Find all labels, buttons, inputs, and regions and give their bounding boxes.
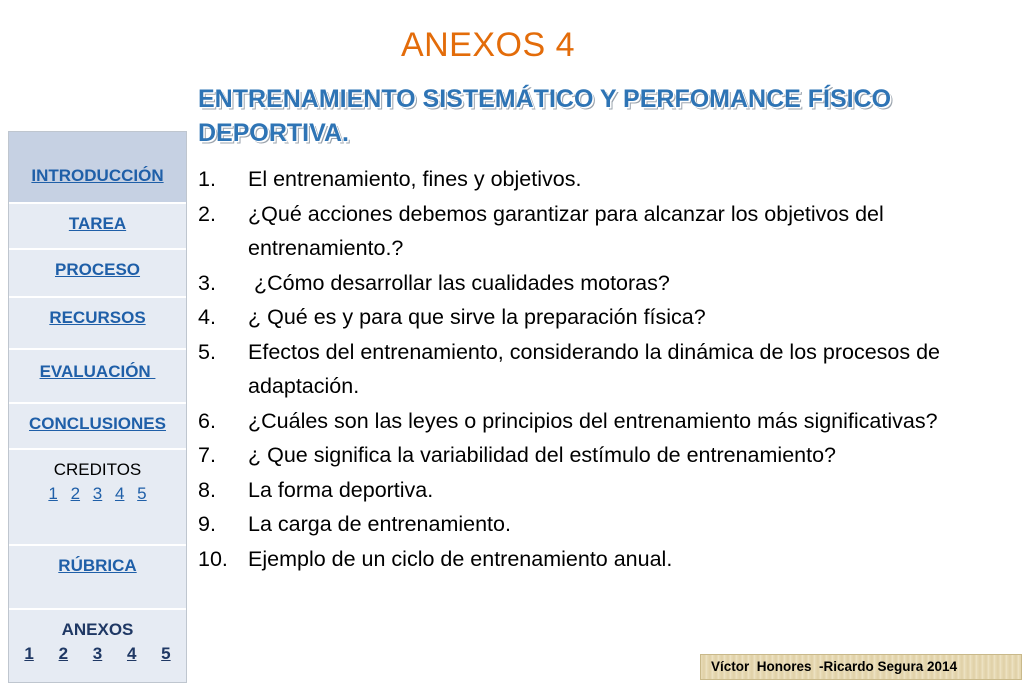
slide-title: ANEXOS 4	[400, 26, 576, 64]
list-item-number: 8.	[198, 477, 216, 502]
creditos-links	[44, 484, 150, 503]
nav-link-introduccion[interactable]: INTRODUCCIÓN	[31, 166, 164, 185]
list-item-number: 3.	[198, 270, 216, 295]
nav-link-recursos[interactable]: RECURSOS	[49, 308, 146, 327]
nav-link-evaluacion[interactable]: EVALUACIÓN	[39, 362, 156, 381]
anexos-link-3[interactable]: 3	[92, 644, 103, 663]
list-item	[198, 300, 998, 335]
list-item	[198, 162, 998, 197]
anexos-link-5[interactable]: 5	[161, 644, 171, 663]
creditos-link-1[interactable]: 1	[48, 484, 58, 503]
creditos-link-5[interactable]: 5	[137, 484, 147, 503]
list-item	[198, 197, 998, 266]
nav-cell-proceso	[9, 250, 186, 298]
list-item-number: 6.	[198, 408, 216, 433]
nav-link-rubrica[interactable]: RÚBRICA	[58, 556, 137, 575]
anexos-link-2[interactable]: 2	[58, 644, 69, 663]
nav-link-conclusiones[interactable]: CONCLUSIONES	[29, 414, 166, 433]
nav-cell-tarea	[9, 204, 186, 250]
sidebar-nav	[8, 131, 187, 683]
list-item	[198, 404, 998, 439]
anexos-link-4[interactable]: 4	[126, 644, 137, 663]
nav-cell-conclusiones	[9, 404, 186, 450]
nav-cell-anexos	[9, 610, 186, 682]
list-item-text: Ejemplo de un ciclo de entrenamiento anual.	[248, 546, 673, 571]
list-item-number: 10.	[198, 546, 228, 571]
nav-link-tarea[interactable]: TAREA	[68, 214, 127, 233]
creditos-link-3[interactable]: 3	[92, 484, 103, 503]
list-item-text: La forma deportiva.	[248, 477, 434, 502]
footer-credits	[700, 654, 1022, 680]
creditos-link-4[interactable]: 4	[114, 484, 125, 503]
nav-cell-evaluacion	[9, 350, 186, 404]
list-item-number: 9.	[198, 512, 216, 536]
list-item	[198, 266, 998, 301]
slide-subtitle: ENTRENAMIENTO SISTEMÁTICO Y PERFOMANCE FÍSICO DEPORTIVA.	[198, 85, 892, 147]
nav-link-proceso[interactable]: PROCESO	[54, 260, 141, 279]
list-item-text: El entrenamiento, fines y objetivos.	[248, 167, 582, 191]
list-item-number: 5.	[198, 339, 216, 364]
creditos-link-2[interactable]: 2	[70, 484, 81, 503]
list-item	[198, 473, 998, 508]
list-item-text: ¿ Qué es y para que sirve la preparación física?	[248, 305, 706, 329]
list-item-number: 4.	[198, 305, 216, 329]
footer-text: Víctor Honores -Ricardo Segura 2014	[711, 659, 958, 674]
list-item-text: ¿Cuáles son las leyes o principios del entrenamiento más significativas?	[248, 408, 938, 433]
list-item-text: La carga de entrenamiento.	[248, 512, 511, 536]
list-item-text: Efectos del entrenamiento, considerando la dinámica de los procesos de adaptación.	[248, 339, 940, 398]
anexos-link-1[interactable]: 1	[24, 644, 34, 663]
list-item-text: ¿ Que significa la variabilidad del estímulo de entrenamiento?	[248, 443, 836, 467]
list-item	[198, 335, 998, 404]
list-item-text: ¿Cómo desarrollar las cualidades motoras?	[248, 270, 670, 295]
list-item-number: 7.	[198, 443, 216, 467]
list-item-number: 2.	[198, 201, 216, 226]
nav-cell-recursos	[9, 298, 186, 350]
list-item	[198, 438, 998, 473]
nav-cell-introduccion	[9, 132, 186, 204]
list-item-text: ¿Qué acciones debemos garantizar para alcanzar los objetivos del entrenamiento.?	[248, 201, 884, 260]
anexos-label: ANEXOS	[61, 620, 134, 639]
list-item	[198, 507, 998, 542]
topic-list	[198, 162, 998, 576]
nav-cell-rubrica	[9, 546, 186, 610]
list-item	[198, 542, 998, 577]
list-item-number: 1.	[198, 167, 216, 191]
nav-cell-creditos	[9, 450, 186, 546]
anexos-links	[14, 644, 180, 663]
creditos-label: CREDITOS	[53, 460, 142, 479]
